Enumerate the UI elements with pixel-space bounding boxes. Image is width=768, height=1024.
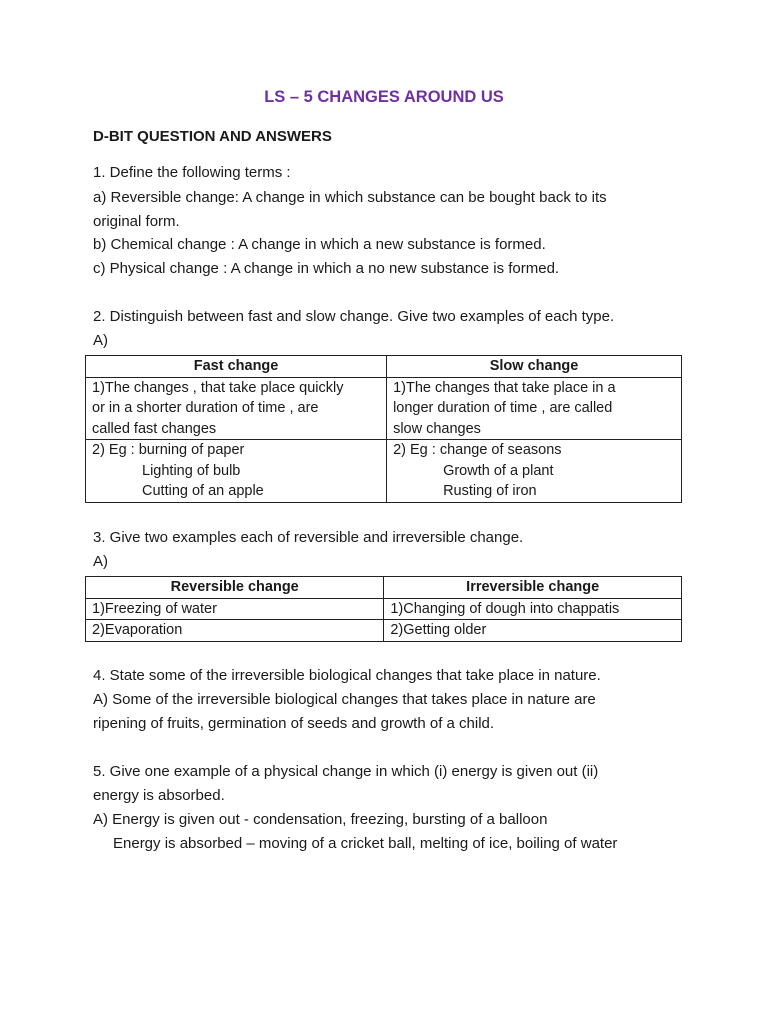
table-header-fast-change: Fast change (86, 356, 387, 378)
q5-question-line2: energy is absorbed. (93, 787, 225, 804)
q4-answer-line2: ripening of fruits, germination of seeds and growth of a child. (93, 715, 495, 732)
table-cell (86, 440, 387, 503)
q4-question: 4. State some of the irreversible biological changes that take place in nature. (93, 667, 601, 684)
section-heading: D-BIT QUESTION AND ANSWERS (93, 128, 332, 145)
q5-answer-line1: A) Energy is given out - condensation, freezing, bursting of a balloon (93, 811, 548, 828)
table-cell: 1)Freezing of water (86, 598, 384, 620)
cell-text: 1)The changes that take place in a (393, 379, 616, 396)
cell-text: Cutting of an apple (142, 483, 264, 499)
fast-slow-change-table (85, 355, 682, 503)
q1-answer-a-line2: original form. (93, 213, 180, 230)
q1-answer-c: c) Physical change : A change in which a no new substance is formed. (93, 260, 560, 277)
table-cell: 2)Getting older (384, 620, 682, 642)
q1-answer-a-line1: a) Reversible change: A change in which substance can be bought back to its (93, 189, 607, 206)
reversible-irreversible-table (85, 576, 682, 642)
table-cell (387, 440, 682, 503)
cell-text: Growth of a plant (443, 462, 554, 479)
table-header-irreversible: Irreversible change (384, 577, 682, 599)
page-title: LS – 5 CHANGES AROUND US (264, 88, 504, 106)
table-header-slow-change: Slow change (387, 356, 682, 378)
table-cell (387, 377, 682, 440)
cell-text: slow changes (393, 420, 481, 437)
q5-question-line1: 5. Give one example of a physical change in which (i) energy is given out (ii) (93, 763, 599, 780)
q3-question: 3. Give two examples each of reversible and irreversible change. (93, 529, 524, 546)
table-cell (86, 377, 387, 440)
cell-text: Rusting of iron (443, 483, 537, 499)
q1-answer-b: b) Chemical change : A change in which a new substance is formed. (93, 236, 546, 253)
table-header-row (86, 356, 682, 378)
table-header-row (86, 577, 682, 599)
table-row (86, 598, 682, 620)
table-row (86, 377, 682, 440)
cell-text: or in a shorter duration of time , are (92, 400, 319, 416)
q3-answer-label: A) (93, 553, 108, 570)
table-row (86, 620, 682, 642)
q4-answer-line1: A) Some of the irreversible biological changes that takes place in nature are (93, 691, 596, 708)
table-header-reversible: Reversible change (86, 577, 384, 599)
cell-text: Lighting of bulb (142, 462, 241, 479)
q1-question: 1. Define the following terms : (93, 164, 291, 181)
cell-text: 2) Eg : change of seasons (393, 442, 562, 458)
table-cell: 2)Evaporation (86, 620, 384, 642)
table-row (86, 440, 682, 503)
cell-text: longer duration of time , are called (393, 400, 613, 416)
cell-text: 2) Eg : burning of paper (92, 442, 245, 458)
table-cell: 1)Changing of dough into chappatis (384, 598, 682, 620)
q2-question: 2. Distinguish between fast and slow change. Give two examples of each type. (93, 308, 615, 325)
q2-answer-label: A) (93, 332, 108, 349)
cell-text: 1)The changes , that take place quickly (92, 379, 344, 396)
cell-text: called fast changes (92, 420, 217, 437)
q5-answer-line2: Energy is absorbed – moving of a cricket ball, melting of ice, boiling of water (113, 835, 618, 852)
